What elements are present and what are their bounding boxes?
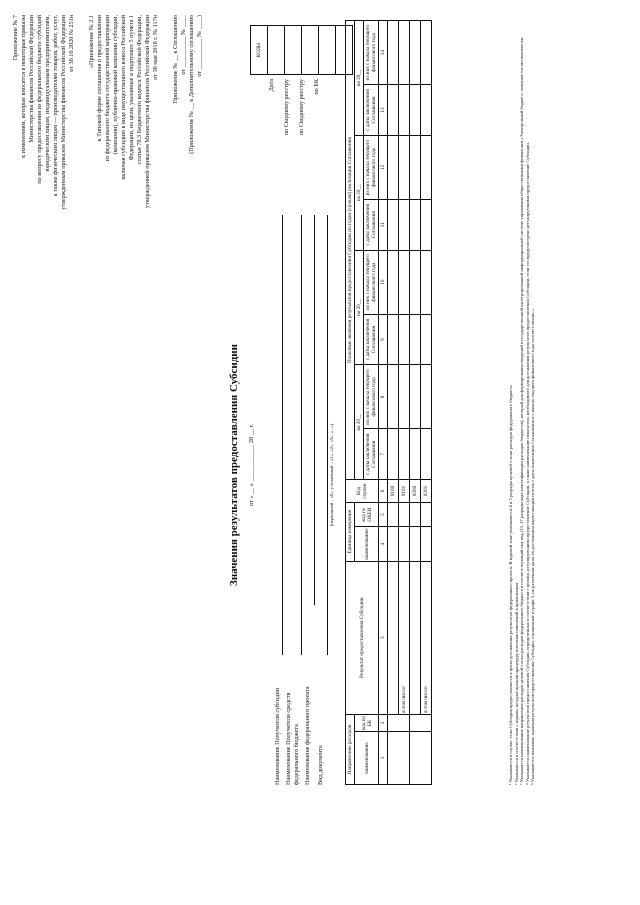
footnote: ³ Указывается наименование направления расходов целевой статьи расходов федерального бюджета и соответствующий ему код (13–17 разряды кода классификации расходов бюджетов), который для формирования сведений в государственной интегрированной информационной системе управления общественными финансами «Электронный бюджет» заполняется автоматически. [519,36,524,785]
th-result: Результат предоставления Субсидии [346,561,379,714]
th-line-code: Код строки [346,480,379,503]
header-line: включая субсидию в виде имущественного взноса Российской [120,15,127,180]
header-line: а также физическим лицам — производителям товаров, работ, услуг, [52,15,59,197]
doc-type-note: (первичный – «0», уточненный – «1», «2», «3», «...») [329,423,334,527]
th-dir-name: наименование [355,732,379,785]
row-code: 0200 [410,480,421,503]
header-line: Приложение № __ к Соглашению [172,15,179,104]
code-cell [285,26,302,75]
table-row [410,21,421,785]
codes-table [250,25,353,75]
header-line: Приложение № 7 [12,15,19,61]
appendix-agreement-block [172,15,204,225]
th-year: на 20__ [355,135,364,250]
th-sub-b: из них с начала текущего финансового года [364,365,379,429]
th-plan: Плановые значения результатов предоставления Субсидии по годам (срокам) реализации Соглашения [346,21,355,480]
col-num: 14 [379,21,388,85]
th-sub-b: из них с начала текущего финансового года [364,21,379,85]
th-year: на 20__ [355,250,364,365]
footnote: ⁴ Указывается наименование результатов предоставления Субсидии, определенных в соответствии с целями, регулирующими предоставление Субсидии, а также наименование показателя, необходимого для достижения результатов предоставления Субсидии, если это предусмотрено регулирующими предоставление Субсидии. [524,142,530,785]
th-unit-name: наименование [355,527,379,561]
code-cell [268,26,285,75]
row-label: в том числе: [421,561,432,714]
th-sub-a: с даты заключения Соглашения [364,199,379,250]
row-code: 0201 [421,480,432,503]
col-num: 8 [379,365,388,429]
field-label: Наименование федерального проекта [304,686,311,785]
header-line: (компании), публично-правовой компании субсидии, [112,15,119,155]
header-line: утвержденной приказом Министерства финансов Российской Федерации [144,15,151,209]
code-label: по Сводному реестру [283,79,290,136]
results-table [345,20,432,785]
th-sub-a: с даты заключения Соглашения [364,85,379,136]
col-num: 4 [379,527,388,561]
header-line: Министерства финансов Российской Федерации [28,15,35,143]
table-row [388,21,399,785]
table-row [399,21,410,785]
col-num: 2 [379,714,388,731]
appendix-2-1-block [88,15,160,345]
codes-header: КОДЫ [251,26,268,75]
col-number-row [379,21,388,785]
header-line: из федерального бюджета государственной корпорации [104,15,111,162]
th-sub-b: из них с начала текущего финансового года [364,135,379,199]
header-line: к изменениям, которые вносятся в некоторые приказы [20,15,27,158]
footnote: ⁵ Указываются плановые значения результатов предоставления Субсидии, отраженные в графе 3, на различные даты их достижения нарастающим итогом с даты заключения Соглашения и с начала текущего финансового года соответственно.». [530,308,535,785]
th-sub-a: с даты заключения Соглашения [364,314,379,365]
footnote: ¹ Указывается в случае, если Субсидия предоставляется в целях достижения результатов федерального проекта. В кодовой зоне указываются 4 и 5 разряды целевой статьи расходов федерального бюджета. [508,384,513,785]
col-num: 10 [379,250,388,314]
col-num: 3 [379,561,388,714]
col-num: 12 [379,135,388,199]
row-code: 0101 [399,480,410,503]
footnote: ² Указывается в соответствии с кодами, которые прошли процедуру внесения изменений в приложении. [513,581,519,785]
row-label: в том числе: [399,561,410,714]
col-num: 7 [379,429,388,480]
footnotes [508,20,536,785]
header-line: (Приложение № __ к Дополнительному соглашению [188,15,195,154]
th-direction: Направление расходов [346,714,355,784]
field-label: Наименование Получателя средств [285,692,292,785]
code-label: по БК [313,79,320,95]
col-num: 6 [379,480,388,503]
col-num: 1 [379,732,388,785]
th-sub-b: из них с начала текущего финансового года [364,250,379,314]
field-underline [301,215,302,655]
header-line: от __________ № ____ [180,15,187,75]
th-unit: Единица измерения [346,502,355,561]
th-sub-a: с даты заключения Соглашения [364,429,379,480]
field-label: Вид документа [317,745,324,785]
th-year: на 20__ [355,21,364,136]
field-underline [282,215,283,655]
field-label: Наименование Получателя субсидии [274,687,281,785]
code-cell [319,26,336,75]
header-line: к Типовой форме соглашения о предоставлении [96,15,103,142]
th-unit-code: код по ОКЕИ [355,502,379,527]
th-year: на 20__ [355,365,364,480]
header-line: от __________ № ____) [196,15,203,77]
th-dir-code: код по БК [355,714,379,731]
header-line: «Приложение № 2.1 [88,15,95,69]
field-label: федерального бюджета [293,724,300,785]
code-label: по Сводному реестру [298,79,305,136]
code-cell [302,26,319,75]
row-code: 0100 [388,480,399,503]
codes-labels [268,79,328,205]
code-label: Дата [268,79,275,92]
header-line: юридическим лицам, индивидуальным предпринимателям, [44,15,51,172]
col-num: 13 [379,85,388,136]
table-row [421,21,432,785]
header-line: статьи 78.3 Бюджетного кодекса Российской Федерации, [136,15,143,165]
field-underline [327,215,328,655]
appendix-7-block [12,15,76,345]
page-title: Значения результатов предоставления Субсидии [228,344,240,586]
field-underline [314,215,315,605]
col-num: 9 [379,314,388,365]
date-line: от « __ » ____________ 20 __ г. [248,424,255,506]
header-line: Федерации, на цели, указанные в подпункте 5 пункта 1 [128,15,135,161]
header-line: утвержденным приказом Министерства финансов Российской Федерации [60,15,67,210]
header-line: по вопросу предоставления из федерального бюджета субсидий [36,15,43,184]
header-line: от 30.10.2020 № 251н [68,15,75,72]
col-num: 5 [379,502,388,527]
col-num: 11 [379,199,388,250]
header-line: от 30 мая 2018 г. № 117н [152,15,159,80]
